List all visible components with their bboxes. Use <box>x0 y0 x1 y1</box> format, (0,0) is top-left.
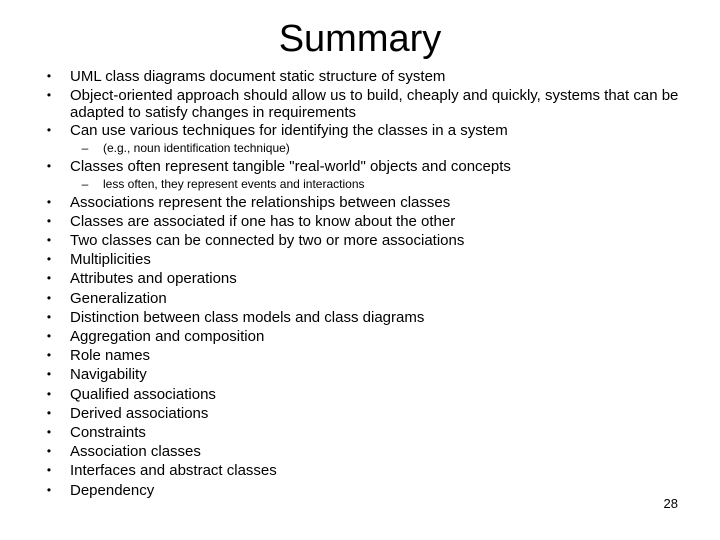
bullet-text: Role names <box>70 347 151 364</box>
bullet-text: Derived associations <box>70 405 209 422</box>
bullet-text: Attributes and operations <box>70 270 237 287</box>
bullet-text: Association classes <box>70 443 201 460</box>
bullet-text: Can use various techniques for identifying the classes in a system <box>70 122 508 139</box>
bullet-text: Dependency <box>70 482 155 499</box>
bullet-marker: • <box>46 463 52 477</box>
dash-marker: – <box>81 141 89 155</box>
bullet-text: Associations represent the relationships between classes <box>70 194 451 211</box>
bullet-text: Qualified associations <box>70 386 216 403</box>
bullet-marker: • <box>46 233 52 247</box>
bullet-marker: • <box>46 252 52 266</box>
bullet-marker: • <box>46 271 52 285</box>
bullet-marker: • <box>46 329 52 343</box>
page-number: 28 <box>663 496 678 511</box>
dash-marker: – <box>81 177 89 191</box>
bullet-marker: • <box>46 159 52 173</box>
bullet-marker: • <box>46 195 52 209</box>
bullet-text: Distinction between class models and class diagrams <box>70 309 425 326</box>
bullet-text: Generalization <box>70 290 167 307</box>
bullet-marker: • <box>46 425 52 439</box>
bullet-text: Interfaces and abstract classes <box>70 462 277 479</box>
bullet-text: Two classes can be connected by two or more associations <box>70 232 465 249</box>
bullet-text: Aggregation and composition <box>70 328 265 345</box>
bullet-text: Multiplicities <box>70 251 151 268</box>
bullet-text: Classes are associated if one has to know about the other <box>70 213 456 230</box>
bullet-marker: • <box>46 310 52 324</box>
bullet-marker: • <box>46 367 52 381</box>
bullet-marker: • <box>46 483 52 497</box>
bullet-text: UML class diagrams document static structure of system <box>70 68 446 85</box>
bullet-marker: • <box>46 348 52 362</box>
bullet-marker: • <box>46 123 52 137</box>
bullet-marker: • <box>46 69 52 83</box>
bullet-marker: • <box>46 406 52 420</box>
bullet-marker: • <box>46 214 52 228</box>
bullet-text: Classes often represent tangible "real-world" objects and concepts <box>70 158 511 175</box>
sub-bullet-text: less often, they represent events and interactions <box>103 177 365 191</box>
bullet-marker: • <box>46 291 52 305</box>
bullet-marker: • <box>46 387 52 401</box>
bullet-marker: • <box>46 88 52 102</box>
bullet-text: Object-oriented approach should allow us to build, cheaply and quickly, systems that can be adapted to satisfy changes in requirements <box>70 87 679 121</box>
bullet-text: Constraints <box>70 424 146 441</box>
slide-title: Summary <box>278 18 442 60</box>
sub-bullet-text: (e.g., noun identification technique) <box>103 141 290 155</box>
bullet-text: Navigability <box>70 366 147 383</box>
bullet-marker: • <box>46 444 52 458</box>
